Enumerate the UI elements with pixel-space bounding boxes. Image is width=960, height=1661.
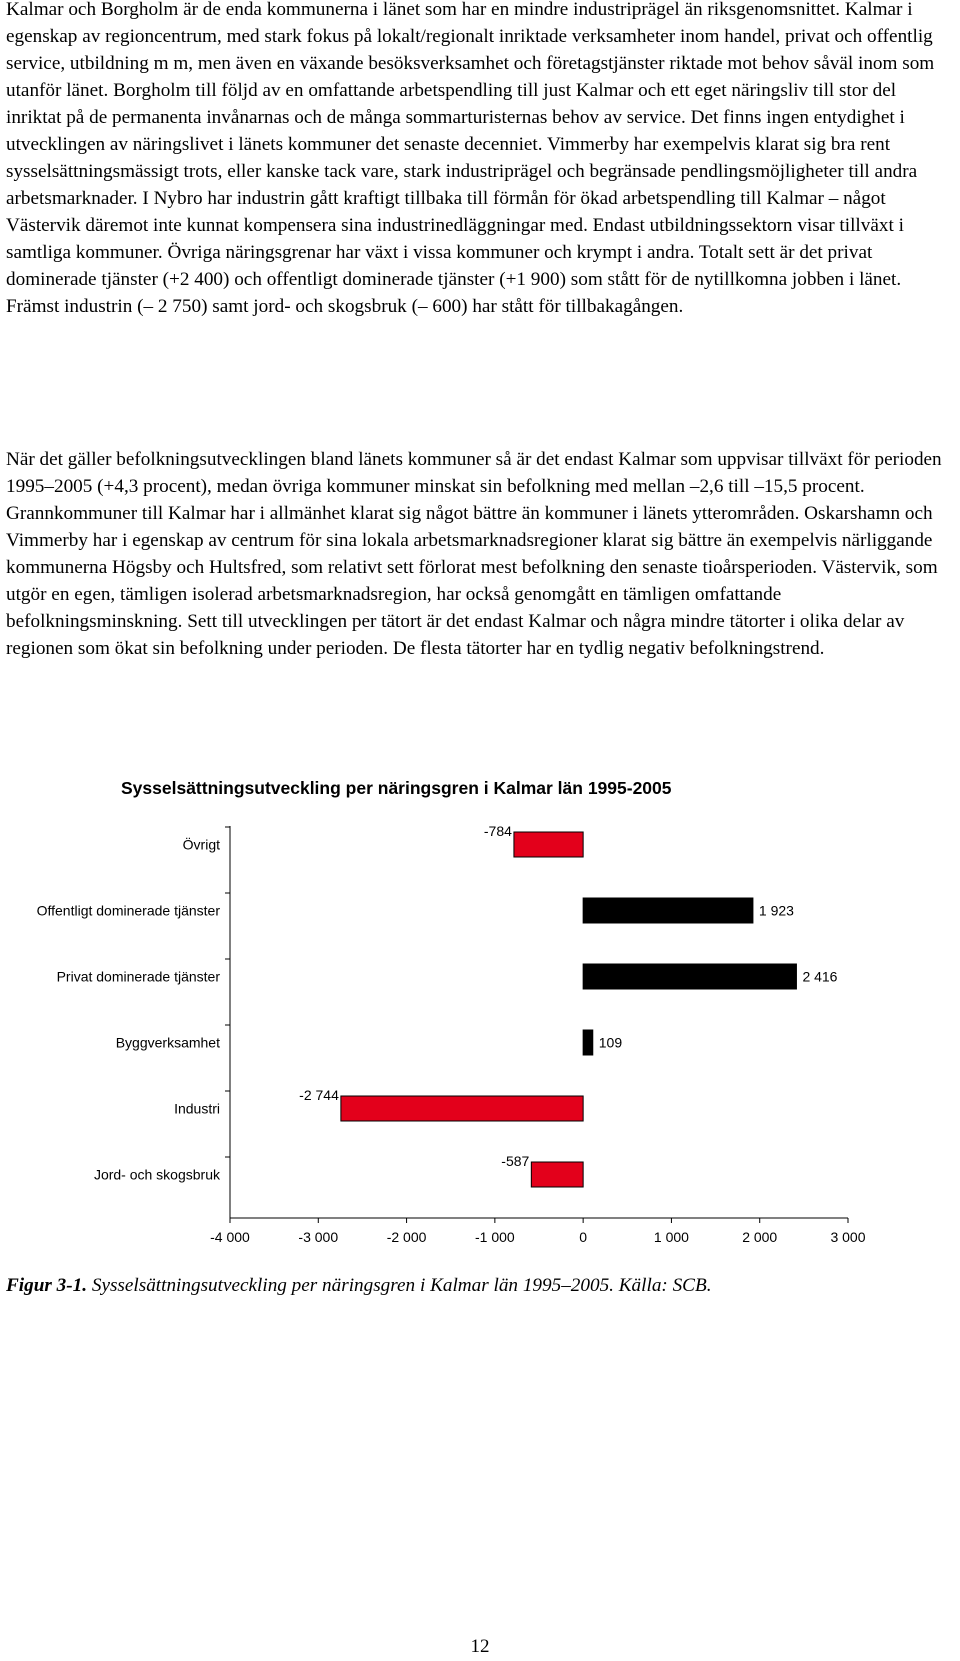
category-label: Jord- och skogsbruk bbox=[93, 1166, 220, 1183]
x-tick-label: 2 000 bbox=[742, 1229, 778, 1245]
chart-title: Sysselsättningsutveckling per näringsgren i Kalmar län 1995-2005 bbox=[121, 778, 672, 798]
paragraph-text: Kalmar och Borgholm är de enda kommunerna i länet som har en mindre industriprägel än riksgenomsnittet. Kalmar i egenskap av regioncentrum, med stark fokus på lokalt/regionalt inriktade verksamheter inom handel, privat och offentlig service, utbildning m m, men även en växande besöksverksamhet och företagstjänster riktade mot behov såväl inom som utanför länet. Borgholm till följd av en omfattande arbetspendling till just Kalmar och ett eget näringsliv till stor del inriktat på de permanenta invånarnas och de många sommarturisternas behov av service. Det finns ingen entydighet i utvecklingen av näringslivet i länets kommuner det senaste decenniet. Vimmerby har exempelvis klarat sig bra rent sysselsättningsmässigt trots, eller kanske tack vare, stark industriprägel och begränsade pendlingsmöjligheter till andra arbetsmarknader. I Nybro har industrin gått kraftigt tillbaka till förmån för ökad arbetspendling till Kalmar – något Västervik däremot inte kunnat kompensera sina industrinedläggningar med. Endast utbildningssektorn visar tillväxt i samtliga kommuner. Övriga näringsgrenar har växt i vissa kommuner och krympt i andra. Totalt sett är det privat dominerade tjänster (+2 400) och offentligt dominerade tjänster (+1 900) som stått för de nytillkomna jobben i länet. Främst industrin (– 2 750) samt jord- och skogsbruk (– 600) har stått för tillbakagången. bbox=[6, 0, 935, 317]
category-label: Byggverksamhet bbox=[115, 1034, 220, 1051]
value-label: -784 bbox=[483, 823, 512, 839]
bar bbox=[531, 1162, 583, 1187]
value-label: 109 bbox=[598, 1034, 623, 1051]
x-tick-label: -1 000 bbox=[475, 1229, 515, 1245]
page-number: 12 bbox=[470, 1636, 490, 1657]
chart-marks bbox=[37, 823, 866, 1245]
paragraph-text: När det gäller befolkningsutvecklingen bland länets kommuner så är det endast Kalmar som uppvisar tillväxt för perioden 1995–2005 (+4,3 procent), medan övriga kommuner minskat sin befolkning med mellan –2,6 till –15,5 procent. Grannkommuner till Kalmar har i allmänhet klarat sig något bättre än kommuner i länets ytterområden. Oskarshamn och Vimmerby har i egenskap av centrum för sina lokala arbetsmarknadsregioner klarat sig bättre än exempelvis närliggande kommunerna Högsby och Hultsfred, som relativt sett förlorat mest befolkning den senaste tioårsperioden. Västervik, som utgör en egen, tämligen isolerad arbetsmarknadsregion, har också genomgått en tämligen omfattande befolkningsminskning. Sett till utvecklingen per tätort är det endast Kalmar och några mindre tätorter i olika delar av regionen som ökat sin befolkning under perioden. De flesta tätorter har en tydlig negativ befolkningstrend. bbox=[6, 449, 942, 659]
employment-chart bbox=[0, 768, 960, 1248]
bar bbox=[583, 964, 796, 989]
x-tick-label: -3 000 bbox=[298, 1229, 339, 1245]
category-label: Övrigt bbox=[182, 836, 220, 853]
value-label: -2 744 bbox=[299, 1087, 339, 1103]
bar bbox=[583, 1030, 593, 1055]
value-label: -587 bbox=[501, 1153, 530, 1169]
bar bbox=[514, 832, 583, 857]
caption-text: Sysselsättningsutveckling per näringsgren i Kalmar län 1995–2005. Källa: SCB. bbox=[91, 1275, 712, 1296]
x-tick-label: -4 000 bbox=[210, 1229, 250, 1245]
x-tick-label: 0 bbox=[579, 1229, 588, 1245]
figure-caption bbox=[6, 1275, 956, 1297]
category-label: Offentligt dominerade tjänster bbox=[36, 902, 220, 919]
bar bbox=[341, 1096, 583, 1121]
value-label: 2 416 bbox=[802, 968, 838, 985]
category-label: Privat dominerade tjänster bbox=[56, 968, 220, 985]
x-tick-label: 1 000 bbox=[653, 1229, 689, 1245]
value-label: 1 923 bbox=[758, 902, 794, 919]
employment-chart-svg bbox=[0, 768, 960, 1248]
caption-label: Figur 3-1. bbox=[6, 1275, 88, 1296]
x-tick-label: -2 000 bbox=[386, 1229, 427, 1245]
category-label: Industri bbox=[174, 1100, 220, 1117]
body-paragraph-1 bbox=[6, 0, 956, 320]
bar bbox=[583, 898, 753, 923]
x-tick-label: 3 000 bbox=[830, 1229, 866, 1245]
body-paragraph-2 bbox=[6, 446, 956, 662]
